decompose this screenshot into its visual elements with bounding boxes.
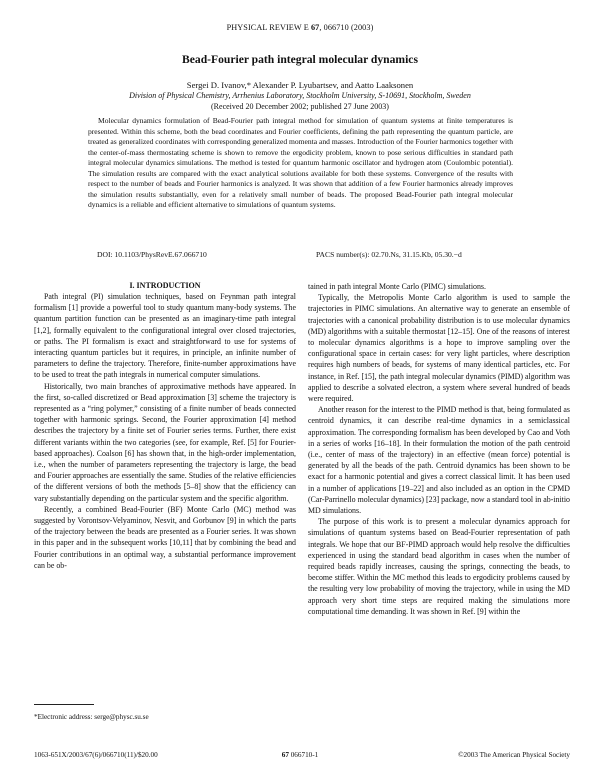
journal-volume: 67 — [310, 23, 320, 32]
journal-prefix: PHYSICAL REVIEW E — [226, 23, 311, 32]
author-list: Sergei D. Ivanov,* Alexander P. Lyubartsev, and Aatto Laaksonen — [186, 80, 414, 90]
paragraph: tained in path integral Monte Carlo (PIMC) simulations. — [308, 282, 486, 291]
paragraph: Typically, the Metropolis Monte Carlo algorithm is used to sample the trajectories in PIMC simulations. An alternative way to generate an ensemble of trajectories with a canonical probability distribution is to use molecular dynamics (MD) algorithms with a suitable thermostat [12–15]. One of the reasons of interest to molecular dynamics algorithms is a hope to improve sampling over the configurational space in certain cases: for very light particles, where description requires high numbers of beads, for systems of many identical particles, etc. For instance, in Ref. [15], the path integral molecular dynamics (PIMD) algorithm was applied to describe a solvated electron, a system where several hundred of beads were required. — [308, 293, 570, 404]
paragraph: The purpose of this work is to present a molecular dynamics approach for simulations of quantum systems based on Bead-Fourier representation of path integrals. We hope that our BF-PIMD approach would help resolve the difficulties experienced in using the standard bead algorithm in cases when the number of required beads rapidly increases, causing the springs, connecting the beads, to become stiffer. Within the MC method this leads to ergodicity problems caused by the resulting very low probability of moving the trajectory, while in using the MD approach very short time steps are required making the simulations more computational time demanding. It was shown in Ref. [9] within the — [308, 517, 570, 616]
footer-page-number: 066710-1 — [288, 751, 319, 759]
footer-volume: 67 — [281, 751, 289, 759]
footnote: *Electronic address: serge@physc.su.se — [34, 713, 149, 721]
abstract-text: Molecular dynamics formulation of Bead-Fourier path integral method for simulation of quantum systems at finite temperatures is presented. Within this scheme, both the bead coordinates and Fourier coefficients, defining the path representing the quantum particle, are treated as generalized coordinates with corresponding generalized momenta and masses. Introduction of the Fourier harmonics together with the center-of-mass thermostating scheme is shown to remove the ergodicity problem, known to pose serious difficulties in standard path integral molecular dynamics simulations. The method is tested for quantum harmonic oscillator and hydrogen atom (Coulombic potential). The simulation results are compared with the exact analytical solutions available for both these systems. Convergence of the results with respect to the number of beads and Fourier harmonics is analyzed. It was shown that addition of a few Fourier harmonics already improves the simulation results substantially, even for a relatively small number of beads. The proposed Bead-Fourier path integral molecular dynamics is a reliable and efficient alternative to simulations of quantum systems. — [88, 116, 513, 210]
left-column — [34, 291, 296, 571]
doi: DOI: 10.1103/PhysRevE.67.066710 — [97, 250, 207, 259]
footer-issn: 1063-651X/2003/67(6)/066710(11)/$20.00 — [34, 751, 158, 759]
received-date: (Received 20 December 2002; published 27 June 2003) — [211, 102, 389, 111]
paragraph: Recently, a combined Bead-Fourier (BF) Monte Carlo (MC) method was suggested by Vorontsov-Velyaminov, Nesvit, and Gorbunov [9] in which the parts of the trajectory between the beads are presented as a Fourier series. It was shown in this paper and in the subsequent works [10,11] that by combining the bead and Fourier contributions in an optimal way, a substantial performance improvement can be ob- — [34, 504, 296, 570]
paragraph: Another reason for the interest to the PIMD method is that, being formulated as centroid dynamics, it can describe real-time dynamics in a semiclassical approximation. The corresponding formalism has been developed by Cao and Voth in a series of works [16–18]. In their formulation the motion of the path centroid (i.e., center of mass of the trajectory) in an effective (mean force) potential is generated by all the beads of the path. Centroid dynamics has been shown to be exact for a harmonic potential and gives a correct classical limit. It has been used in a number of applications [19–22] and also included as an option in the CPMD (Car-Parrinello molecular dynamics) [23] package, now a standard tool in ab-initio MD simulations. — [308, 405, 570, 516]
footnote-rule — [34, 704, 94, 705]
pacs-numbers: PACS number(s): 02.70.Ns, 31.15.Kb, 05.30.−d — [316, 250, 462, 259]
paragraph: Historically, two main branches of approximative methods have appeared. In the first, so-called discretized or Bead approximation [3] scheme the trajectory is represented as a “ring polymer,” consisting of a finite number of beads connected together with harmonic springs. Second, the Fourier approximation [4] method describes the trajectory by a finite set of Fourier series terms. Further, there exist different variants within the two categories (see, for example, Ref. [5] for Fourier-based approaches). Coalson [6] has shown that, in the high-order implementation, i.e., when the number of parameters representing the trajectory is large, the bead and Fourier approaches are essentially the same. Studies of the relative efficiencies of the different versions of both the methods [5–8] show that the efficiency can vary substantially depending on the particular system and the specific algorithm. — [34, 381, 296, 503]
footer-copyright: ©2003 The American Physical Society — [458, 751, 570, 759]
journal-suffix: , 066710 (2003) — [319, 23, 374, 32]
paper-title: Bead-Fourier path integral molecular dynamics — [182, 53, 418, 66]
abstract — [88, 116, 513, 211]
affiliation: Division of Physical Chemistry, Arrhenius Laboratory, Stockholm University, S-10691, Stockholm, Sweden — [129, 91, 471, 100]
journal-header — [0, 23, 600, 32]
section-heading: I. INTRODUCTION — [129, 281, 201, 290]
paragraph: Path integral (PI) simulation techniques, based on Feynman path integral formalism [1] provide a powerful tool to study quantum many-body systems. The quantum partition function can be presented as an imaginary-time path integral [1,2], formally equivalent to the configurational integral over closed trajectories, or paths. The PI formalism is exact and straightforward to use for systems of interacting quantum particles but it requires, in principle, an infinite number of parameters to define the trajectory. Therefore, finite-number approximations have to be used to treat the path integrals in numerical computer simulations. — [34, 292, 296, 380]
right-column — [308, 281, 570, 617]
